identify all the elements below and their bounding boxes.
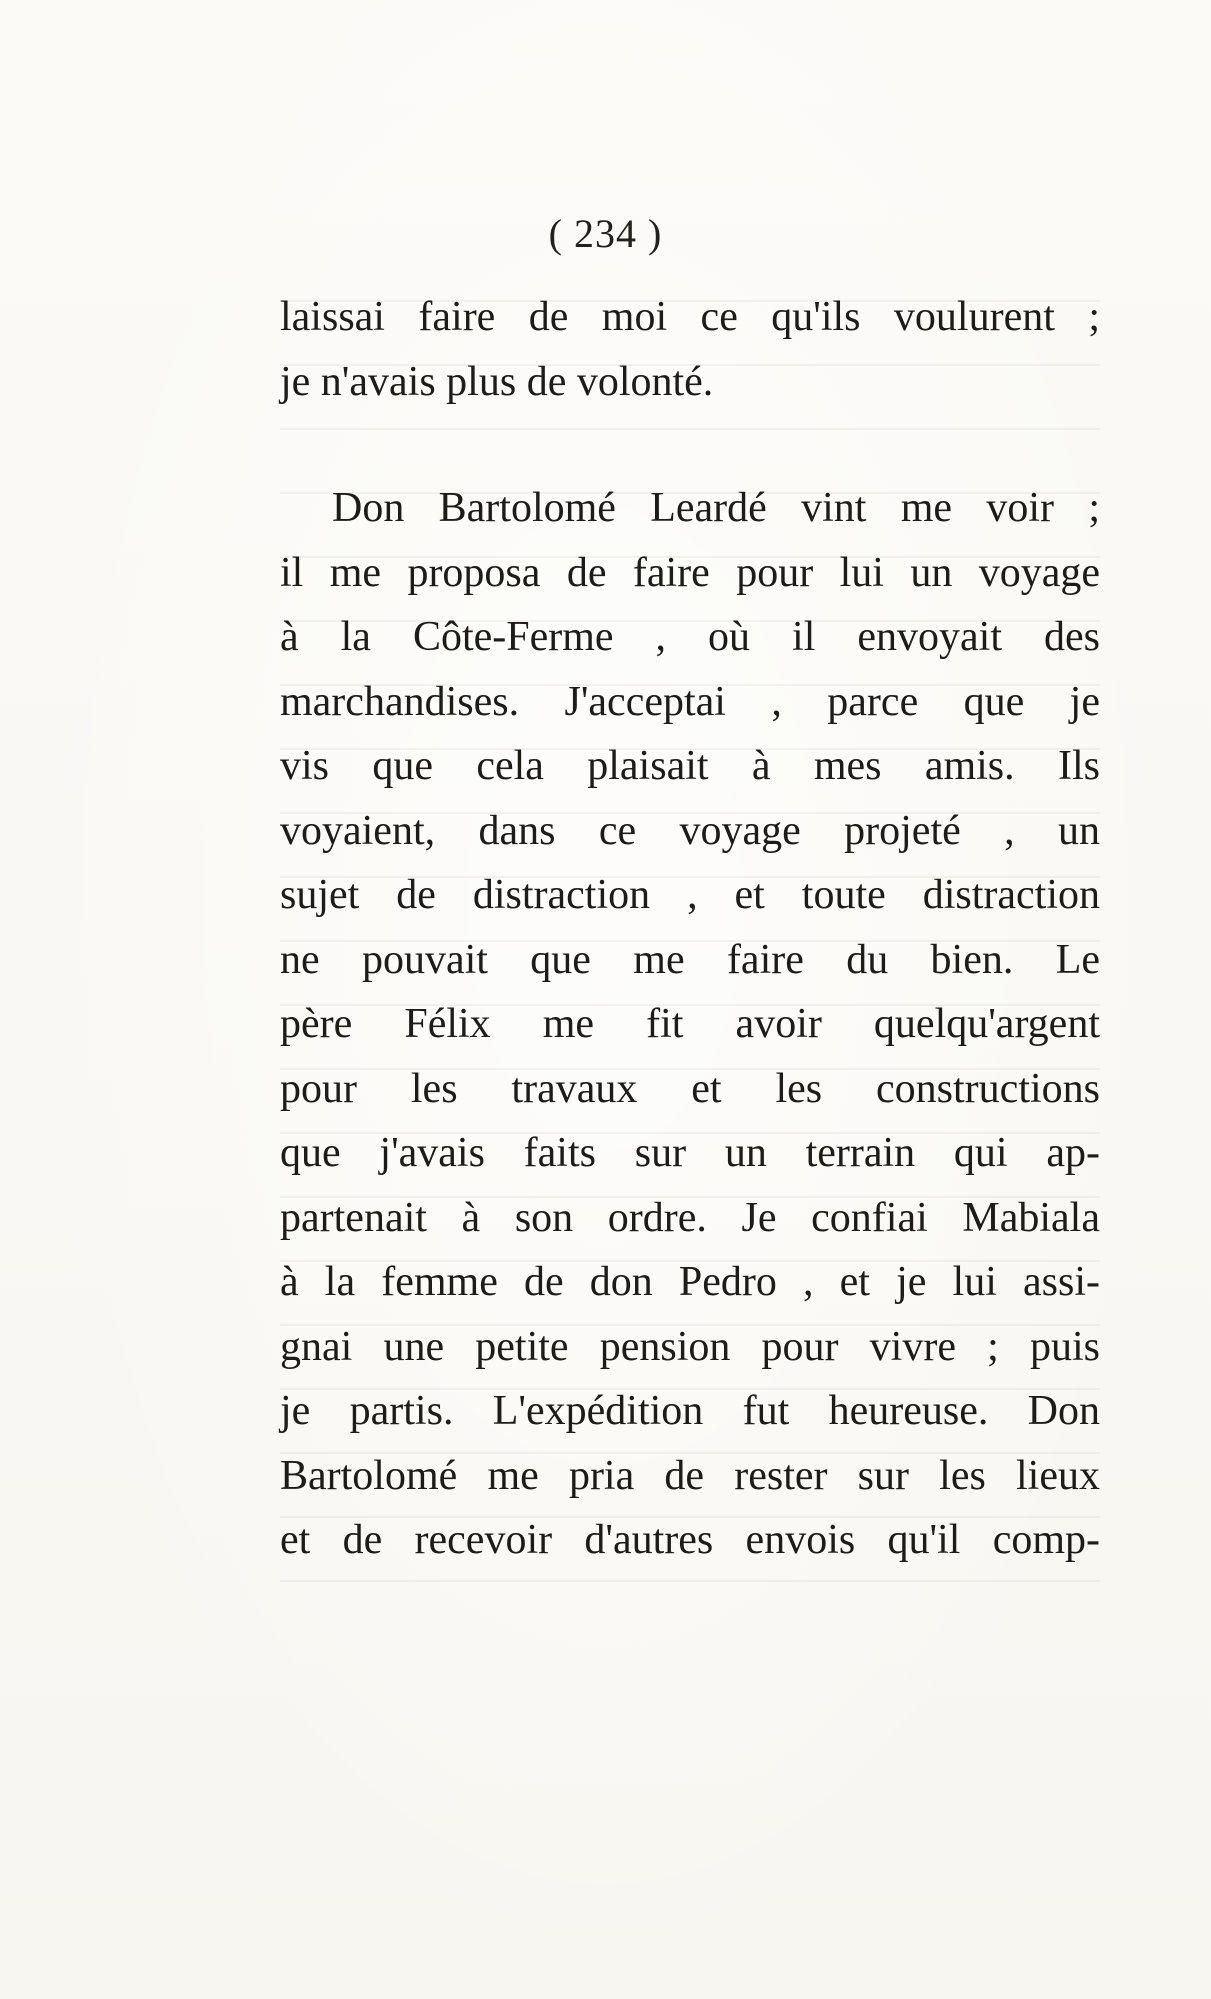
- text-line: il me proposa de faire pour lui un voyage: [280, 549, 1100, 596]
- paragraph: [280, 476, 1100, 1573]
- text-line: Don Bartolomé Leardé vint me voir ;: [332, 485, 1100, 531]
- text-line: ne pouvait que me faire du bien. Le: [280, 936, 1100, 983]
- text-line: je partis. L'expédition fut heureuse. Don: [280, 1388, 1100, 1434]
- text-line: voyaient, dans ce voyage projeté , un: [280, 807, 1100, 854]
- text-line: partenait à son ordre. Je confiai Mabiala: [280, 1194, 1100, 1241]
- text-line: à la Côte-Ferme , où il envoyait des: [280, 614, 1100, 660]
- text-line: je n'avais plus de volonté.: [280, 358, 714, 405]
- paragraph: [280, 285, 1100, 414]
- text-line: à la femme de don Pedro , et je lui assi-: [280, 1259, 1100, 1305]
- text-line: Bartolomé me pria de rester sur les lieux: [280, 1452, 1100, 1499]
- text-line: gnai une petite pension pour vivre ; puis: [280, 1323, 1100, 1370]
- text-line: marchandises. J'acceptai , parce que je: [280, 678, 1100, 725]
- paragraph-break: [280, 414, 1100, 476]
- text-line: pour les travaux et les constructions: [280, 1065, 1100, 1112]
- text-line: vis que cela plaisait à mes amis. Ils: [280, 743, 1100, 789]
- text-line: que j'avais faits sur un terrain qui ap-: [280, 1130, 1100, 1176]
- page-number: ( 234 ): [548, 211, 663, 256]
- text-line: laissai faire de moi ce qu'ils voulurent ;: [280, 294, 1100, 340]
- text-line: père Félix me fit avoir quelqu'argent: [280, 1001, 1100, 1047]
- text-line: sujet de distraction , et toute distraction: [280, 872, 1100, 918]
- text-block: [280, 285, 1100, 1573]
- text-line: et de recevoir d'autres envois qu'il comp-: [280, 1517, 1100, 1563]
